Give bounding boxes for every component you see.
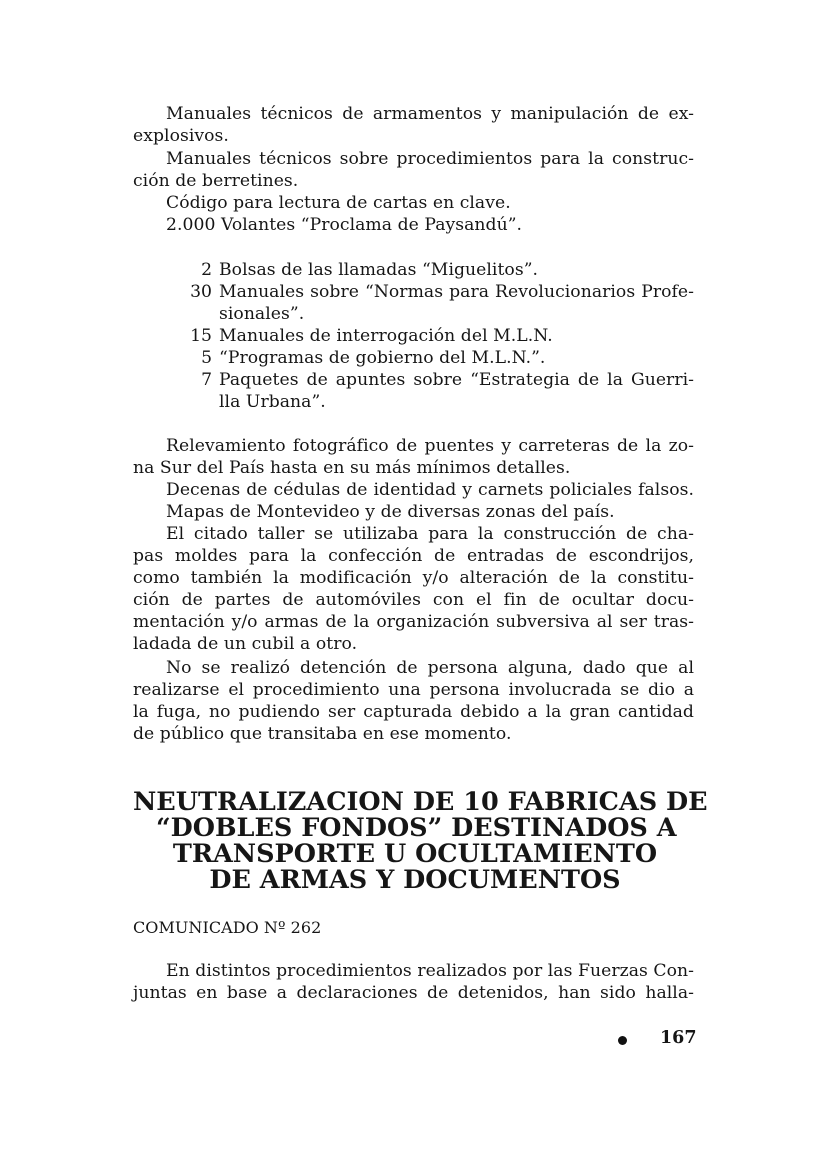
section-heading-line: DE ARMAS Y DOCUMENTOS <box>209 865 621 895</box>
text-line: ción de partes de automóviles con el fin de ocultar docu- <box>133 590 694 610</box>
list-item-text: Manuales sobre “Normas para Revolucionarios Profe- <box>219 282 694 302</box>
list-item-text: lla Urbana”. <box>219 392 326 412</box>
text-line: realizarse el procedimiento una persona involucrada se dio a <box>133 680 694 700</box>
list-quantity: 30 <box>190 282 212 302</box>
list-item-text: Bolsas de las llamadas “Miguelitos”. <box>219 260 539 280</box>
text-line: Código para lectura de cartas en clave. <box>166 193 511 213</box>
text-line: explosivos. <box>133 126 229 146</box>
list-quantity: 5 <box>201 348 212 368</box>
text-line: No se realizó detención de persona alguna, dado que al <box>166 658 694 678</box>
page-number: 167 <box>660 1028 697 1048</box>
list-quantity: 15 <box>190 326 212 346</box>
text-line: como también la modificación y/o alteración de la constitu- <box>133 568 694 588</box>
text-line: ción de berretines. <box>133 171 299 191</box>
text-line: Decenas de cédulas de identidad y carnets policiales falsos. <box>166 480 694 500</box>
list-item-text: Paquetes de apuntes sobre “Estrategia de la Guerri- <box>219 370 694 390</box>
list-item-text: Manuales de interrogación del M.L.N. <box>219 326 553 346</box>
text-line: juntas en base a declaraciones de detenidos, han sido halla- <box>133 983 694 1003</box>
text-line: Mapas de Montevideo y de diversas zonas del país. <box>166 502 615 522</box>
text-line: Manuales técnicos de armamentos y manipulación de ex- <box>166 104 694 124</box>
text-line: Relevamiento fotográfico de puentes y carreteras de la zo- <box>166 436 694 456</box>
list-quantity: 7 <box>201 370 212 390</box>
text-line: El citado taller se utilizaba para la construcción de cha- <box>166 524 694 544</box>
text-line: pas moldes para la confección de entradas de escondrijos, <box>133 546 694 566</box>
text-line: 2.000 Volantes “Proclama de Paysandú”. <box>166 215 523 235</box>
list-quantity: 2 <box>201 260 212 280</box>
text-line: na Sur del País hasta en su más mínimos detalles. <box>133 458 571 478</box>
text-line: ladada de un cubil a otro. <box>133 634 358 654</box>
text-line: de público que transitaba en ese momento. <box>133 724 512 744</box>
bullet-icon <box>618 1036 627 1045</box>
text-line: mentación y/o armas de la organización subversiva al ser tras- <box>133 612 694 632</box>
list-item-text: “Programas de gobierno del M.L.N.”. <box>219 348 546 368</box>
section-heading-line: NEUTRALIZACION DE 10 FABRICAS DE <box>133 787 708 817</box>
section-heading-line: TRANSPORTE U OCULTAMIENTO <box>172 839 658 869</box>
list-item-text: sionales”. <box>219 304 305 324</box>
comunicado-label: COMUNICADO Nº 262 <box>133 918 322 937</box>
section-heading-line: “DOBLES FONDOS” DESTINADOS A <box>156 813 677 843</box>
text-line: En distintos procedimientos realizados por las Fuerzas Con- <box>166 961 694 981</box>
text-line: Manuales técnicos sobre procedimientos para la construc- <box>166 149 694 169</box>
text-line: la fuga, no pudiendo ser capturada debido a la gran cantidad <box>133 702 694 722</box>
